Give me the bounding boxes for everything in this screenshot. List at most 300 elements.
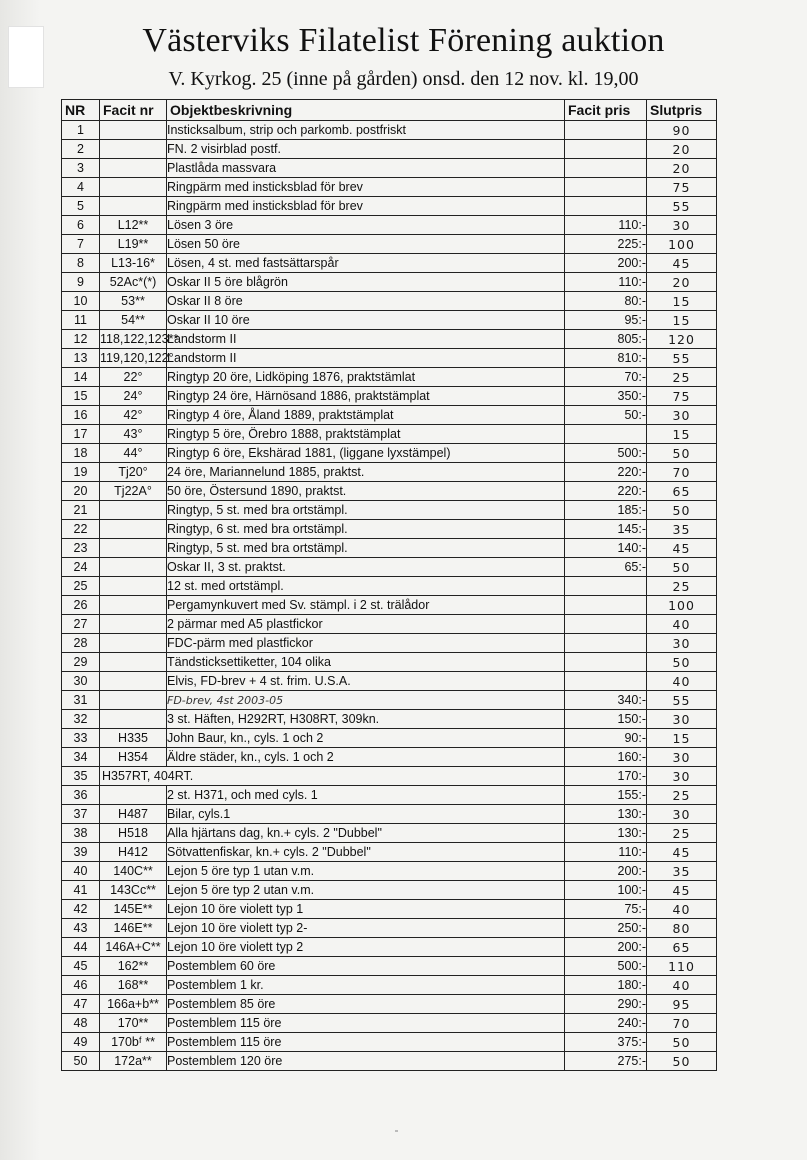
cell-slutpris: 30 xyxy=(647,767,717,786)
cell-facit-pris xyxy=(565,121,647,140)
cell-objektbeskrivning: Alla hjärtans dag, kn.+ cyls. 2 "Dubbel" xyxy=(167,824,565,843)
cell-facit-nr: 170bᶠ ** xyxy=(100,1033,167,1052)
cell-objektbeskrivning: Oskar II 5 öre blågrön xyxy=(167,273,565,292)
cell-objektbeskrivning: Lejon 10 öre violett typ 1 xyxy=(167,900,565,919)
cell-facit-nr xyxy=(100,121,167,140)
table-row xyxy=(62,330,717,349)
table-row xyxy=(62,615,717,634)
table-row xyxy=(62,197,717,216)
cell-facit-nr: Tj20° xyxy=(100,463,167,482)
cell-nr: 19 xyxy=(62,463,100,482)
table-row xyxy=(62,1033,717,1052)
cell-objektbeskrivning: Oskar II 10 öre xyxy=(167,311,565,330)
cell-nr: 13 xyxy=(62,349,100,368)
cell-facit-nr: 22° xyxy=(100,368,167,387)
cell-nr: 40 xyxy=(62,862,100,881)
cell-nr: 11 xyxy=(62,311,100,330)
table-row xyxy=(62,140,717,159)
table-body xyxy=(62,121,717,1071)
cell-facit-nr: L19** xyxy=(100,235,167,254)
table-row xyxy=(62,938,717,957)
table-row xyxy=(62,558,717,577)
cell-slutpris: 65 xyxy=(647,482,717,501)
cell-facit-nr: 44° xyxy=(100,444,167,463)
cell-slutpris: 15 xyxy=(647,292,717,311)
cell-nr: 4 xyxy=(62,178,100,197)
cell-facit-nr: Tj22A° xyxy=(100,482,167,501)
auction-table xyxy=(61,99,717,1071)
cell-nr: 22 xyxy=(62,520,100,539)
cell-facit-pris: 225:- xyxy=(565,235,647,254)
col-header-facit-pris: Facit pris xyxy=(565,100,647,121)
cell-slutpris: 25 xyxy=(647,577,717,596)
cell-slutpris: 75 xyxy=(647,178,717,197)
cell-nr: 15 xyxy=(62,387,100,406)
cell-nr: 7 xyxy=(62,235,100,254)
cell-objektbeskrivning: 2 pärmar med A5 plastfickor xyxy=(167,615,565,634)
cell-nr: 2 xyxy=(62,140,100,159)
table-row xyxy=(62,824,717,843)
cell-objektbeskrivning: FDC-pärm med plastfickor xyxy=(167,634,565,653)
cell-objektbeskrivning: 50 öre, Östersund 1890, praktst. xyxy=(167,482,565,501)
cell-facit-pris: 500:- xyxy=(565,957,647,976)
cell-slutpris: 100 xyxy=(647,235,717,254)
table-row xyxy=(62,254,717,273)
cell-slutpris: 100 xyxy=(647,596,717,615)
cell-objektbeskrivning: Lejon 5 öre typ 2 utan v.m. xyxy=(167,881,565,900)
table-row xyxy=(62,406,717,425)
table-row xyxy=(62,539,717,558)
table-row xyxy=(62,767,717,786)
cell-objektbeskrivning: Oskar II, 3 st. praktst. xyxy=(167,558,565,577)
cell-slutpris: 55 xyxy=(647,197,717,216)
cell-objektbeskrivning: Elvis, FD-brev + 4 st. frim. U.S.A. xyxy=(167,672,565,691)
cell-slutpris: 25 xyxy=(647,824,717,843)
cell-nr: 42 xyxy=(62,900,100,919)
cell-facit-pris: 500:- xyxy=(565,444,647,463)
cell-nr: 14 xyxy=(62,368,100,387)
table-row xyxy=(62,919,717,938)
cell-objektbeskrivning: Postemblem 60 öre xyxy=(167,957,565,976)
cell-slutpris: 25 xyxy=(647,786,717,805)
cell-objektbeskrivning: Postemblem 85 öre xyxy=(167,995,565,1014)
cell-slutpris: 40 xyxy=(647,672,717,691)
cell-facit-nr xyxy=(100,596,167,615)
cell-facit-pris: 145:- xyxy=(565,520,647,539)
cell-slutpris: 20 xyxy=(647,140,717,159)
cell-slutpris: 65 xyxy=(647,938,717,957)
cell-slutpris: 30 xyxy=(647,710,717,729)
cell-facit-nr: 54** xyxy=(100,311,167,330)
cell-slutpris: 50 xyxy=(647,1033,717,1052)
cell-slutpris: 30 xyxy=(647,805,717,824)
cell-nr: 38 xyxy=(62,824,100,843)
table-row xyxy=(62,368,717,387)
cell-objektbeskrivning: Postemblem 1 kr. xyxy=(167,976,565,995)
cell-facit-pris: 200:- xyxy=(565,254,647,273)
cell-objektbeskrivning: Insticksalbum, strip och parkomb. postfriskt xyxy=(167,121,565,140)
cell-facit-nr: 53** xyxy=(100,292,167,311)
cell-slutpris: 30 xyxy=(647,748,717,767)
cell-objektbeskrivning: Lejon 10 öre violett typ 2- xyxy=(167,919,565,938)
cell-facit-pris: 810:- xyxy=(565,349,647,368)
table-row xyxy=(62,957,717,976)
page-title: Västerviks Filatelist Förening auktion xyxy=(142,22,665,59)
cell-facit-nr xyxy=(100,691,167,710)
cell-slutpris: 50 xyxy=(647,653,717,672)
cell-objektbeskrivning: Äldre städer, kn., cyls. 1 och 2 xyxy=(167,748,565,767)
cell-facit-pris: 80:- xyxy=(565,292,647,311)
table-row xyxy=(62,995,717,1014)
cell-objektbeskrivning: Tändsticksettiketter, 104 olika xyxy=(167,653,565,672)
cell-facit-pris: 95:- xyxy=(565,311,647,330)
cell-nr: 6 xyxy=(62,216,100,235)
cell-objektbeskrivning: Lösen 3 öre xyxy=(167,216,565,235)
cell-facit-pris xyxy=(565,672,647,691)
cell-facit-nr: 43° xyxy=(100,425,167,444)
cell-slutpris: 30 xyxy=(647,216,717,235)
cell-nr: 47 xyxy=(62,995,100,1014)
table-row xyxy=(62,520,717,539)
cell-nr: 23 xyxy=(62,539,100,558)
cell-objektbeskrivning: Oskar II 8 öre xyxy=(167,292,565,311)
cell-facit-nr: 140C** xyxy=(100,862,167,881)
cell-objektbeskrivning: Postemblem 115 öre xyxy=(167,1014,565,1033)
table-row xyxy=(62,710,717,729)
cell-nr: 28 xyxy=(62,634,100,653)
cell-facit-nr: H354 xyxy=(100,748,167,767)
table-row xyxy=(62,444,717,463)
cell-facit-nr xyxy=(100,520,167,539)
table-row xyxy=(62,691,717,710)
cell-nr: 24 xyxy=(62,558,100,577)
table-row xyxy=(62,311,717,330)
cell-nr: 9 xyxy=(62,273,100,292)
cell-objektbeskrivning: FN. 2 visirblad postf. xyxy=(167,140,565,159)
cell-facit-pris: 350:- xyxy=(565,387,647,406)
cell-slutpris: 20 xyxy=(647,273,717,292)
table-header-row xyxy=(62,100,717,121)
cell-slutpris: 95 xyxy=(647,995,717,1014)
cell-facit-nr xyxy=(100,539,167,558)
cell-objektbeskrivning: Landstorm II xyxy=(167,349,565,368)
cell-slutpris: 30 xyxy=(647,634,717,653)
cell-facit-nr: 172a** xyxy=(100,1052,167,1071)
cell-slutpris: 15 xyxy=(647,311,717,330)
cell-objektbeskrivning: Ringtyp 6 öre, Ekshärad 1881, (liggane lyxstämpel) xyxy=(167,444,565,463)
cell-slutpris: 35 xyxy=(647,862,717,881)
cell-facit-nr xyxy=(100,197,167,216)
cell-facit-nr: 170** xyxy=(100,1014,167,1033)
cell-facit-nr: H412 xyxy=(100,843,167,862)
cell-slutpris: 50 xyxy=(647,1052,717,1071)
cell-facit-pris: 185:- xyxy=(565,501,647,520)
cell-nr: 49 xyxy=(62,1033,100,1052)
cell-facit-pris: 805:- xyxy=(565,330,647,349)
cell-facit-pris: 200:- xyxy=(565,862,647,881)
cell-slutpris: 40 xyxy=(647,900,717,919)
table-row xyxy=(62,216,717,235)
cell-facit-pris: 140:- xyxy=(565,539,647,558)
cell-nr: 44 xyxy=(62,938,100,957)
table-row xyxy=(62,748,717,767)
cell-objektbeskrivning: John Baur, kn., cyls. 1 och 2 xyxy=(167,729,565,748)
cell-objektbeskrivning: Ringpärm med insticksblad för brev xyxy=(167,197,565,216)
cell-facit-nr: 119,120,122° xyxy=(100,349,167,368)
cell-facit-pris: 170:- xyxy=(565,767,647,786)
cell-nr: 31 xyxy=(62,691,100,710)
cell-facit-pris: 110:- xyxy=(565,273,647,292)
cell-objektbeskrivning: Landstorm II xyxy=(167,330,565,349)
cell-nr: 1 xyxy=(62,121,100,140)
scan-shadow xyxy=(0,0,40,1160)
cell-facit-nr: L12** xyxy=(100,216,167,235)
table-row xyxy=(62,805,717,824)
cell-nr: 10 xyxy=(62,292,100,311)
cell-facit-nr xyxy=(100,710,167,729)
cell-facit-nr: H487 xyxy=(100,805,167,824)
table-row xyxy=(62,881,717,900)
cell-facit-nr: 24° xyxy=(100,387,167,406)
cell-objektbeskrivning: Pergamynkuvert med Sv. stämpl. i 2 st. trälådor xyxy=(167,596,565,615)
cell-facit-pris: 110:- xyxy=(565,843,647,862)
cell-objektbeskrivning: Ringtyp 20 öre, Lidköping 1876, praktstämlat xyxy=(167,368,565,387)
cell-facit-pris: 100:- xyxy=(565,881,647,900)
table-row xyxy=(62,976,717,995)
table-row xyxy=(62,1052,717,1071)
cell-facit-pris: 240:- xyxy=(565,1014,647,1033)
cell-facit-pris: 155:- xyxy=(565,786,647,805)
cell-facit-nr: 52Ac*(*) xyxy=(100,273,167,292)
cell-facit-pris: 250:- xyxy=(565,919,647,938)
cell-facit-pris xyxy=(565,596,647,615)
cell-slutpris: 50 xyxy=(647,501,717,520)
cell-objektbeskrivning: Bilar, cyls.1 xyxy=(167,805,565,824)
cell-slutpris: 90 xyxy=(647,121,717,140)
cell-nr: 48 xyxy=(62,1014,100,1033)
cell-facit-nr: L13-16* xyxy=(100,254,167,273)
table-row xyxy=(62,672,717,691)
cell-facit-nr xyxy=(100,672,167,691)
table-row xyxy=(62,900,717,919)
cell-facit-nr: 162** xyxy=(100,957,167,976)
cell-slutpris: 25 xyxy=(647,368,717,387)
cell-facit-pris xyxy=(565,197,647,216)
cell-facit-pris: 275:- xyxy=(565,1052,647,1071)
cell-objektbeskrivning: Ringtyp, 6 st. med bra ortstämpl. xyxy=(167,520,565,539)
cell-facit-nr xyxy=(100,140,167,159)
cell-facit-pris xyxy=(565,159,647,178)
cell-slutpris: 120 xyxy=(647,330,717,349)
table-row xyxy=(62,292,717,311)
cell-facit-nr: 143Cc** xyxy=(100,881,167,900)
cell-facit-nr: 168** xyxy=(100,976,167,995)
cell-facit-nr: 146E** xyxy=(100,919,167,938)
cell-slutpris: 45 xyxy=(647,843,717,862)
cell-facit-pris: 75:- xyxy=(565,900,647,919)
table-row xyxy=(62,634,717,653)
cell-facit-nr xyxy=(100,577,167,596)
cell-slutpris: 45 xyxy=(647,881,717,900)
cell-objektbeskrivning: 24 öre, Mariannelund 1885, praktst. xyxy=(167,463,565,482)
cell-nr: 16 xyxy=(62,406,100,425)
cell-nr: 25 xyxy=(62,577,100,596)
page-subtitle: V. Kyrkog. 25 (inne på gården) onsd. den 12 nov. kl. 19,00 xyxy=(168,68,639,90)
cell-slutpris: 35 xyxy=(647,520,717,539)
cell-facit-pris xyxy=(565,653,647,672)
table-row xyxy=(62,501,717,520)
table-row xyxy=(62,596,717,615)
cell-slutpris: 15 xyxy=(647,729,717,748)
cell-nr: 46 xyxy=(62,976,100,995)
cell-facit-nr: H335 xyxy=(100,729,167,748)
cell-facit-pris xyxy=(565,615,647,634)
cell-facit-nr xyxy=(100,178,167,197)
cell-facit-pris: 65:- xyxy=(565,558,647,577)
cell-facit-pris: 160:- xyxy=(565,748,647,767)
cell-objektbeskrivning: Ringtyp, 5 st. med bra ortstämpl. xyxy=(167,539,565,558)
table-row xyxy=(62,178,717,197)
col-header-facit-nr: Facit nr xyxy=(100,100,167,121)
cell-facit-nr xyxy=(100,501,167,520)
cell-nr: 37 xyxy=(62,805,100,824)
cell-objektbeskrivning: Ringtyp, 5 st. med bra ortstämpl. xyxy=(167,501,565,520)
cell-objektbeskrivning: Lösen, 4 st. med fastsättarspår xyxy=(167,254,565,273)
cell-facit-pris: 50:- xyxy=(565,406,647,425)
cell-slutpris: 40 xyxy=(647,615,717,634)
table-row xyxy=(62,273,717,292)
cell-nr: 33 xyxy=(62,729,100,748)
cell-objektbeskrivning: 2 st. H371, och med cyls. 1 xyxy=(167,786,565,805)
cell-nr: 18 xyxy=(62,444,100,463)
cell-nr: 3 xyxy=(62,159,100,178)
cell-objektbeskrivning: FD-brev, 4st 2003-05 xyxy=(167,691,565,710)
cell-slutpris: 75 xyxy=(647,387,717,406)
cell-facit-pris: 130:- xyxy=(565,805,647,824)
cell-nr: 43 xyxy=(62,919,100,938)
table-row xyxy=(62,463,717,482)
cell-nr: 50 xyxy=(62,1052,100,1071)
cell-facit-pris: 150:- xyxy=(565,710,647,729)
cell-facit-pris xyxy=(565,140,647,159)
table-row xyxy=(62,786,717,805)
cell-slutpris: 55 xyxy=(647,349,717,368)
cell-facit-pris: 110:- xyxy=(565,216,647,235)
cell-slutpris: 70 xyxy=(647,463,717,482)
cell-objektbeskrivning: Lejon 5 öre typ 1 utan v.m. xyxy=(167,862,565,881)
cell-objektbeskrivning: 3 st. Häften, H292RT, H308RT, 309kn. xyxy=(167,710,565,729)
col-header-slutpris: Slutpris xyxy=(647,100,717,121)
cell-facit-nr xyxy=(100,653,167,672)
cell-facit-nr: H357RT, 404RT. xyxy=(100,767,167,786)
cell-nr: 27 xyxy=(62,615,100,634)
cell-facit-nr xyxy=(100,159,167,178)
cell-facit-pris: 290:- xyxy=(565,995,647,1014)
cell-objektbeskrivning xyxy=(167,767,565,786)
cell-slutpris: 30 xyxy=(647,406,717,425)
cell-objektbeskrivning: Sötvattenfiskar, kn.+ cyls. 2 "Dubbel" xyxy=(167,843,565,862)
cell-facit-pris: 90:- xyxy=(565,729,647,748)
cell-nr: 34 xyxy=(62,748,100,767)
cell-objektbeskrivning: Ringtyp 24 öre, Härnösand 1886, praktstämplat xyxy=(167,387,565,406)
cell-facit-nr: 118,122,123** xyxy=(100,330,167,349)
scan-speck xyxy=(395,1130,398,1132)
cell-nr: 8 xyxy=(62,254,100,273)
cell-facit-pris: 220:- xyxy=(565,463,647,482)
cell-facit-nr: 42° xyxy=(100,406,167,425)
table-row xyxy=(62,121,717,140)
cell-facit-pris: 200:- xyxy=(565,938,647,957)
cell-objektbeskrivning: Lejon 10 öre violett typ 2 xyxy=(167,938,565,957)
cell-facit-nr: 166a+b** xyxy=(100,995,167,1014)
table-row xyxy=(62,387,717,406)
cell-objektbeskrivning: Ringtyp 4 öre, Åland 1889, praktstämplat xyxy=(167,406,565,425)
cell-facit-nr xyxy=(100,634,167,653)
cell-facit-nr xyxy=(100,786,167,805)
cell-nr: 30 xyxy=(62,672,100,691)
cell-objektbeskrivning: Plastlåda massvara xyxy=(167,159,565,178)
cell-facit-pris xyxy=(565,577,647,596)
cell-nr: 45 xyxy=(62,957,100,976)
cell-nr: 21 xyxy=(62,501,100,520)
cell-slutpris: 15 xyxy=(647,425,717,444)
cell-objektbeskrivning: 12 st. med ortstämpl. xyxy=(167,577,565,596)
cell-nr: 39 xyxy=(62,843,100,862)
cell-facit-nr: 145E** xyxy=(100,900,167,919)
cell-nr: 26 xyxy=(62,596,100,615)
cell-facit-pris: 220:- xyxy=(565,482,647,501)
cell-slutpris: 20 xyxy=(647,159,717,178)
cell-nr: 29 xyxy=(62,653,100,672)
cell-objektbeskrivning: Postemblem 115 öre xyxy=(167,1033,565,1052)
cell-objektbeskrivning: Postemblem 120 öre xyxy=(167,1052,565,1071)
table-row xyxy=(62,843,717,862)
cell-facit-pris xyxy=(565,178,647,197)
table-row xyxy=(62,653,717,672)
cell-objektbeskrivning: Lösen 50 öre xyxy=(167,235,565,254)
cell-facit-pris: 375:- xyxy=(565,1033,647,1052)
cell-nr: 32 xyxy=(62,710,100,729)
col-header-nr: NR xyxy=(62,100,100,121)
cell-facit-pris xyxy=(565,425,647,444)
table-row xyxy=(62,349,717,368)
table-row xyxy=(62,729,717,748)
table-row xyxy=(62,482,717,501)
cell-nr: 36 xyxy=(62,786,100,805)
cell-nr: 41 xyxy=(62,881,100,900)
cell-nr: 20 xyxy=(62,482,100,501)
cell-facit-pris: 180:- xyxy=(565,976,647,995)
table-row xyxy=(62,159,717,178)
cell-facit-nr: H518 xyxy=(100,824,167,843)
cell-facit-pris: 130:- xyxy=(565,824,647,843)
cell-nr: 17 xyxy=(62,425,100,444)
cell-slutpris: 50 xyxy=(647,444,717,463)
table-row xyxy=(62,235,717,254)
cell-facit-nr: 146A+C** xyxy=(100,938,167,957)
cell-nr: 35 xyxy=(62,767,100,786)
cell-facit-nr xyxy=(100,615,167,634)
table-row xyxy=(62,862,717,881)
cell-facit-pris: 70:- xyxy=(565,368,647,387)
table-row xyxy=(62,1014,717,1033)
cell-nr: 12 xyxy=(62,330,100,349)
table-row xyxy=(62,577,717,596)
col-header-objektbeskrivning: Objektbeskrivning xyxy=(167,100,565,121)
table-row xyxy=(62,425,717,444)
cell-slutpris: 45 xyxy=(647,539,717,558)
cell-slutpris: 50 xyxy=(647,558,717,577)
